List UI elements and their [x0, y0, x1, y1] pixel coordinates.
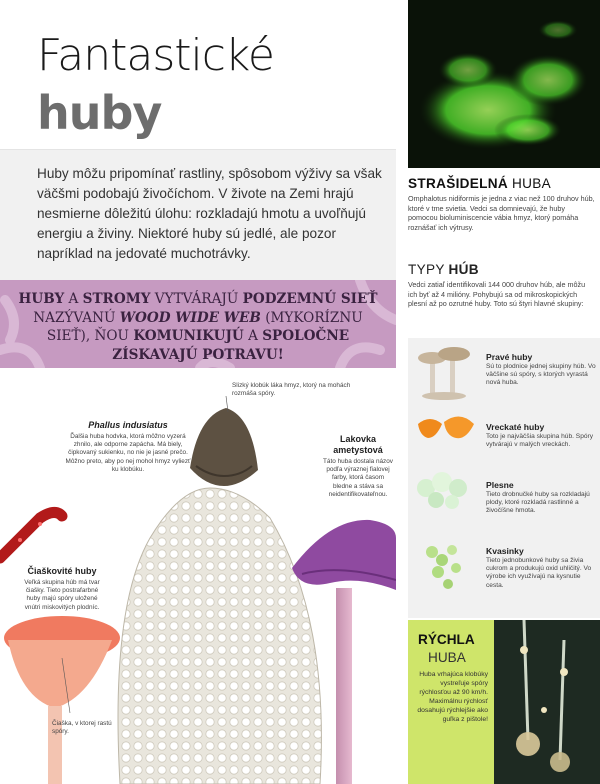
- cup-note-text: Čiaška, v ktorej rastú spóry.: [52, 720, 112, 736]
- red-mushroom-icon: [0, 512, 62, 558]
- mushroom-scene: [0, 368, 396, 784]
- types-text: Vedci zatiaľ identifikovali 144 000 druhov húb, ale môžu ich byť až 4 milióny. Pohybujú sa od mikroskopických plesní až po ozrutné huby. Toto sú štyri hlavné skupiny:: [408, 280, 586, 308]
- misky-caption: [22, 566, 102, 612]
- cup-note: [52, 720, 114, 736]
- fast-subtitle: HUBA: [428, 650, 466, 665]
- banner-word: NAZÝVANÚ: [33, 309, 120, 326]
- types-list: [408, 338, 600, 618]
- banner-word: WOOD WIDE WEB: [119, 309, 261, 326]
- page-title-highlight: huby: [37, 86, 162, 140]
- lakovka-title: Lakovka ametystová: [333, 434, 383, 455]
- banner-text: [18, 290, 378, 364]
- fast-text: Huba vrhajúca klobúky vystreľuje spóry rýchlosťou až 90 km/h. Maximálnu rýchlosť dosahujú rýchlejšie ako guľka z pištole!: [417, 671, 488, 723]
- glow-mushroom-icon: [408, 0, 600, 168]
- types-title-light: TYPY: [408, 262, 449, 277]
- page-title: Fantastické: [37, 30, 274, 81]
- type-name: Kvasinky: [486, 546, 524, 556]
- cap-note-text: Slizký klobúk láka hmyz, ktorý na mohách rozmáša spóry.: [232, 382, 351, 398]
- lakovka-stem-icon: [336, 588, 352, 784]
- banner-word: STROMY: [82, 291, 151, 307]
- phallus-caption: [64, 420, 192, 474]
- type-name: Vreckaté huby: [486, 422, 545, 432]
- type-text: Tieto drobnučké huby sa rozkladajú plody, ktoré rozkladá rastlinné a živočíšne hmota.: [486, 491, 590, 515]
- intro-paragraph: Huby môžu pripomínať rastliny, spôsobom výživy sa však väčšmi podobajú živočíchom. V živote na Zemi hrajú nesmierne dôležitú úlohu: rozkladajú hmotu a uvoľňujú energiu a živiny. Niektoré huby sú jedlé, ale pozor napríklad na jedovaté muchotrávky.: [37, 166, 382, 261]
- type-item: [486, 546, 596, 590]
- types-illustrations: [408, 338, 486, 618]
- type-text: Toto je najväčšia skupina húb. Spóry vytvárajú v malých vreckách.: [486, 433, 594, 449]
- banner-word: SPOLOČNE ZÍSKAVAJÚ POTRAVU!: [112, 328, 350, 363]
- banner-word: VYTVÁRAJÚ: [150, 291, 243, 307]
- type-name: Plesne: [486, 480, 514, 490]
- mycorrhiza-banner: [0, 280, 396, 368]
- fast-fungus-photo: [494, 620, 600, 784]
- gilled-mushroom-icon: [418, 347, 470, 400]
- misky-title: Čiaškovité huby: [27, 566, 97, 576]
- yeast-icon: [426, 545, 461, 589]
- phallus-title: Phallus indusiatus: [88, 420, 168, 430]
- types-title-bold: HÚB: [448, 262, 479, 277]
- banner-word: A: [243, 328, 263, 344]
- banner-word: A: [64, 291, 83, 307]
- fast-title: RÝCHLA: [418, 632, 475, 647]
- ghost-title: [408, 176, 551, 191]
- cap-note: [232, 382, 354, 398]
- intro-panel: [0, 150, 396, 280]
- veil-net-icon: [118, 488, 321, 784]
- banner-word: HUBY: [18, 291, 65, 307]
- sidebar: [396, 0, 600, 784]
- type-item: [486, 480, 596, 516]
- misky-text: Veľká skupina húb má tvar čiašky. Tieto postrafarbné huby majú spóry uložené vnútri miskovitých plodníc.: [24, 579, 100, 611]
- lakovka-cap-icon: [292, 520, 396, 590]
- type-text: Tieto jednobunkové huby sa živia cukrom a produkujú oxid uhličitý. Vo výrobe ich využívajú na kysnutie cesta.: [486, 557, 592, 589]
- banner-word: (MYKORÍZNU SIEŤ), ŇOU: [46, 309, 363, 344]
- type-name: Pravé huby: [486, 352, 533, 362]
- sac-fungus-icon: [418, 416, 474, 438]
- lakovka-caption: [322, 434, 394, 499]
- phallus-cap-icon: [190, 408, 258, 486]
- types-title: [408, 262, 479, 277]
- glowing-mushroom-photo: [408, 0, 600, 168]
- banner-word: KOMUNIKUJÚ: [133, 328, 244, 344]
- title-panel: [0, 0, 396, 150]
- mold-icon: [417, 472, 467, 509]
- fast-fungus-panel: [408, 620, 600, 784]
- phallus-text: Ďalšia huba hodvka, ktorá môžno vyzerá zhnilo, ale odporne zapácha. Má biely, čipkovaný sukienku, no nie je jasné prečo. Môžno preto, aby po nej mohol hmyz vyliezť ku klobúku.: [65, 433, 191, 473]
- ghost-title-rest: HUBA: [507, 176, 552, 191]
- ghost-title-bold: STRAŠIDELNÁ: [408, 176, 508, 191]
- ghost-text: Omphalotus nidiformis je jedna z viac než 100 druhov húb, ktoré v tme svietia. Vedci sa domnievajú, že huby pomocou bioluminiscencie vábia hmyz, ktorý pomáha roznášať ich výtrusy.: [408, 194, 595, 232]
- lakovka-text: Táto huba dostala názov podľa výraznej fialovej farby, ktorá časom bledne a stáva sa neidentifikovateľnou.: [323, 458, 393, 498]
- type-item: [486, 352, 596, 388]
- spore-gun-icon: [494, 620, 600, 784]
- type-item: [486, 422, 596, 449]
- banner-word: PODZEMNÚ SIEŤ: [242, 291, 378, 307]
- type-text: Sú to plodnice jednej skupiny húb. Vo väčšine sú spóry, s ktorých vyrastá nová huba.: [486, 363, 596, 387]
